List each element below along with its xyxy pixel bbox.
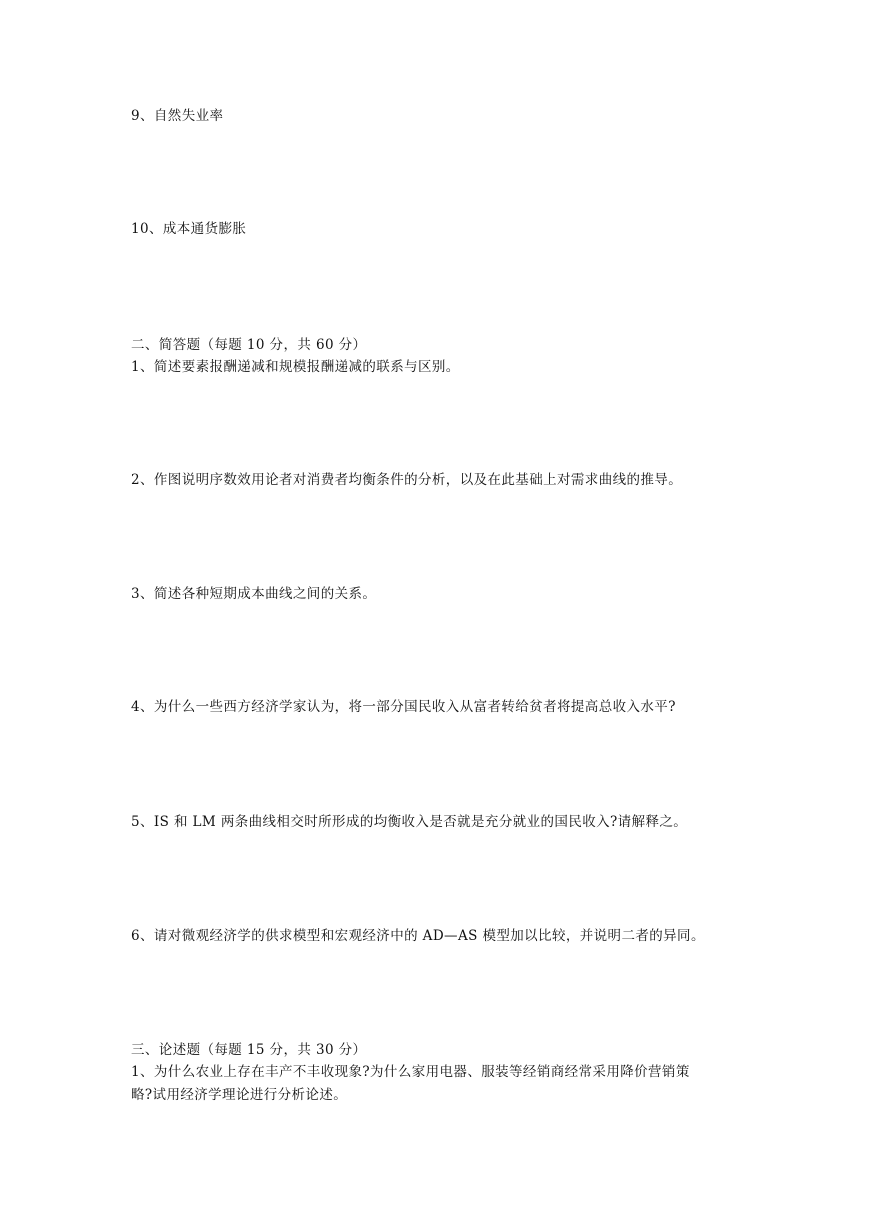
short-question-6: 6、请对微观经济学的供求模型和宏观经济中的 AD—AS 模型加以比较，并说明二者的异同。 [131,928,705,944]
essay-question-1-line-2: 略?试用经济学理论进行分析论述。 [131,1087,348,1103]
short-question-1: 1、简述要素报酬递减和规模报酬递减的联系与区别。 [131,359,460,375]
short-question-3: 3、简述各种短期成本曲线之间的关系。 [131,586,377,602]
term-10: 10、成本通货膨胀 [131,221,247,237]
essay-question-1-line-1: 1、为什么农业上存在丰产不丰收现象?为什么家用电器、服装等经销商经常采用降价营销策 [131,1064,690,1080]
short-question-2: 2、作图说明序数效用论者对消费者均衡条件的分析，以及在此基础上对需求曲线的推导。 [131,472,683,488]
section-3-heading: 三、论述题（每题 15 分，共 30 分） [131,1042,367,1058]
short-question-5: 5、IS 和 LM 两条曲线相交时所形成的均衡收入是否就是充分就业的国民收入?请解释之。 [131,814,688,830]
short-question-4: 4、为什么一些西方经济学家认为，将一部分国民收入从富者转给贫者将提高总收入水平? [131,699,676,715]
term-9: 9、自然失业率 [131,108,224,124]
section-2-heading: 二、简答题（每题 10 分，共 60 分） [131,337,367,353]
